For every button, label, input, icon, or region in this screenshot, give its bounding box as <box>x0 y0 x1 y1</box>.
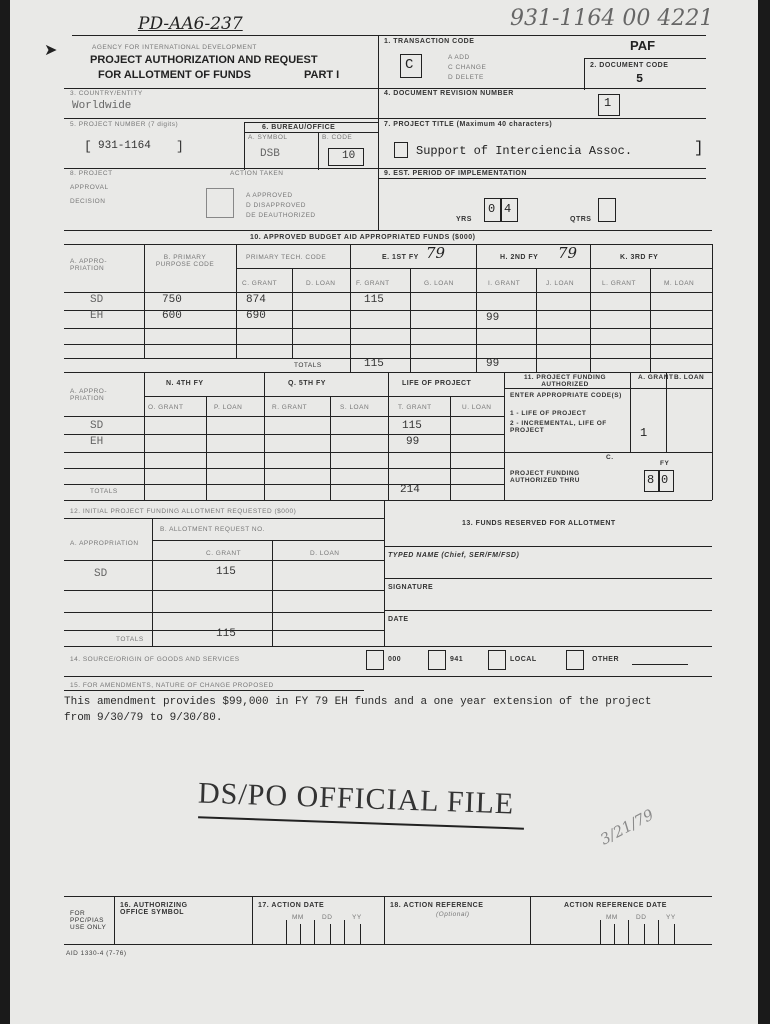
rule <box>152 540 384 541</box>
transaction-option-change: C CHANGE <box>448 64 487 71</box>
rule <box>350 244 351 372</box>
country-label: 3. COUNTRY/ENTITY <box>70 90 143 97</box>
rule <box>450 396 451 500</box>
rule <box>64 944 712 945</box>
budget-row1-approp: SD <box>90 294 104 306</box>
budget-col-approp: A. APPRO-PRIATION <box>70 258 108 272</box>
reserved-label: 13. FUNDS RESERVED FOR ALLOTMENT <box>462 520 616 527</box>
bureau-code-value: 10 <box>342 150 356 162</box>
arrow-icon: ➤ <box>44 42 58 59</box>
form-title: PROJECT AUTHORIZATION AND REQUEST <box>90 54 318 66</box>
bracket-left-icon: [ <box>84 139 92 154</box>
form-subtitle: FOR ALLOTMENT OF FUNDS <box>98 69 251 81</box>
budget2-fy5: Q. 5TH FY <box>288 380 326 387</box>
authorized-thru-label: PROJECT FUNDING AUTHORIZED THRU <box>510 470 580 484</box>
transaction-option-delete: D DELETE <box>448 74 484 81</box>
rule <box>114 896 115 944</box>
footer-for-label: FOR PPC/PIAS USE ONLY <box>70 910 107 931</box>
rule <box>600 920 601 944</box>
rule <box>236 244 237 358</box>
approval-option-approved: A APPROVED <box>246 192 293 199</box>
rule <box>650 268 651 372</box>
implementation-qtrs-box[interactable] <box>598 198 616 222</box>
amendments-line1: This amendment provides $99,000 in FY 79 EH funds and a one year extension of the project <box>64 696 652 708</box>
rule <box>64 646 712 647</box>
footer-mm: MM <box>292 914 304 921</box>
authorized-loan-label: B. LOAN <box>674 374 705 381</box>
implementation-yrs-digit-1: 0 <box>488 202 496 216</box>
allotment-totals-grant: 115 <box>216 628 236 640</box>
budget2-sub-1: P. LOAN <box>214 404 243 411</box>
rule <box>64 358 712 359</box>
bureau-symbol-label: A. SYMBOL <box>248 134 288 141</box>
budget2-sub-4: T. GRANT <box>398 404 432 411</box>
rule <box>64 612 384 613</box>
revision-value: 1 <box>604 96 612 110</box>
budget-row1-fy1-grant: 115 <box>364 294 384 306</box>
project-title-value[interactable]: Support of Interciencia Assoc. <box>416 144 633 158</box>
rule <box>64 168 706 169</box>
rule <box>64 676 712 677</box>
rule <box>64 590 384 591</box>
allotment-row-grant: 115 <box>216 566 236 578</box>
budget-sub-grant3: L. GRANT <box>602 280 636 287</box>
rule <box>236 268 712 269</box>
rule <box>64 292 712 293</box>
bureau-label: 6. BUREAU/OFFICE <box>262 124 336 131</box>
budget2-row2-approp: EH <box>90 436 104 448</box>
rule <box>64 484 504 485</box>
footer-ref-label: 18. ACTION REFERENCE <box>390 902 484 909</box>
rule <box>330 924 331 944</box>
source-option-local: LOCAL <box>510 656 537 663</box>
rule <box>64 690 364 691</box>
action-taken-box[interactable] <box>206 188 234 218</box>
document-page <box>10 0 758 1024</box>
authorized-grant-value: 1 <box>640 426 648 440</box>
budget-sub-grant2: I. GRANT <box>488 280 521 287</box>
handwritten-date-note: 3/21/79 <box>597 805 657 849</box>
budget2-col-approp: A. APPRO-PRIATION <box>70 388 108 402</box>
rule <box>330 396 331 500</box>
source-checkbox-local[interactable] <box>488 650 506 670</box>
source-option-000: 000 <box>388 656 402 663</box>
project-number-value: 931-1164 <box>98 140 151 152</box>
budget-row2-purpose: 600 <box>162 310 182 322</box>
budget-sub-loan2: J. LOAN <box>546 280 575 287</box>
footer-ref-date-label: ACTION REFERENCE DATE <box>564 902 667 909</box>
budget-fy1-hand: 79 <box>426 244 446 262</box>
authorized-code1: 1 - LIFE OF PROJECT <box>510 410 587 417</box>
budget2-fy4: N. 4TH FY <box>166 380 204 387</box>
rule <box>614 924 615 944</box>
amendments-line2: from 9/30/79 to 9/30/80. <box>64 712 223 724</box>
reserved-date: DATE <box>388 616 409 623</box>
rule <box>64 118 706 119</box>
reserved-signature: SIGNATURE <box>388 584 434 591</box>
authorized-thru-digit-2: 0 <box>661 473 669 487</box>
rule <box>144 244 145 358</box>
footer-dd: DD <box>322 914 333 921</box>
budget2-life: LIFE OF PROJECT <box>402 380 472 387</box>
rule <box>64 244 712 245</box>
implementation-yrs-label: YRS <box>456 216 472 223</box>
budget-fy3: K. 3RD FY <box>620 254 659 261</box>
source-checkbox-000[interactable] <box>366 650 384 670</box>
budget-totals-label: TOTALS <box>294 362 322 369</box>
source-option-941: 941 <box>450 656 464 663</box>
rule <box>360 924 361 944</box>
budget-col-grant: C. GRANT <box>242 280 278 287</box>
rule <box>384 500 385 646</box>
rule <box>72 35 706 36</box>
rule <box>64 344 712 345</box>
rule <box>64 230 712 231</box>
implementation-qtrs-label: QTRS <box>570 216 592 223</box>
budget-fy2-hand: 79 <box>558 244 578 262</box>
rule <box>630 372 631 452</box>
project-title-left-bracket <box>394 142 408 158</box>
allotment-grant-label: C. GRANT <box>206 550 242 557</box>
amendments-label: 15. FOR AMENDMENTS, NATURE OF CHANGE PROPOSED <box>70 682 274 689</box>
budget-sub-grant: F. GRANT <box>356 280 390 287</box>
agency-name: AGENCY FOR INTERNATIONAL DEVELOPMENT <box>92 44 257 51</box>
authorized-c-label: C. <box>606 454 614 461</box>
transaction-option-add: A ADD <box>448 54 470 61</box>
rule <box>504 452 712 453</box>
project-number-label: 5. PROJECT NUMBER (7 digits) <box>70 121 179 128</box>
approval-label-2: APPROVAL <box>70 184 109 191</box>
budget2-sub-3: S. LOAN <box>340 404 370 411</box>
budget-totals-fy2: 99 <box>486 358 500 370</box>
budget-row2-approp: EH <box>90 310 104 322</box>
budget-col-loan: D. LOAN <box>306 280 336 287</box>
transaction-code-value: C <box>405 57 414 73</box>
approval-option-disapproved: D DISAPPROVED <box>246 202 306 209</box>
rule <box>292 268 293 358</box>
rule <box>378 35 379 90</box>
rule <box>64 416 504 417</box>
rule <box>206 396 207 500</box>
rule <box>344 920 345 944</box>
budget-col-tech: PRIMARY TECH. CODE <box>246 254 327 261</box>
rule <box>252 896 253 944</box>
budget2-row1-life-grant: 115 <box>402 420 422 432</box>
source-option-other: OTHER <box>592 656 619 663</box>
authorized-enter-code: ENTER APPROPRIATE CODE(S) <box>510 392 622 399</box>
rule <box>388 372 389 500</box>
budget-row1-purpose: 750 <box>162 294 182 306</box>
footer-ref-yy: YY <box>666 914 676 921</box>
rule <box>504 388 712 389</box>
budget2-sub-5: U. LOAN <box>462 404 492 411</box>
document-code-value: 5 <box>636 72 644 86</box>
rule <box>286 920 287 944</box>
rule <box>244 132 378 133</box>
budget2-row1-approp: SD <box>90 420 104 432</box>
rule <box>476 244 477 372</box>
rule <box>64 560 384 561</box>
budget-col-purpose: B. PRIMARY PURPOSE CODE <box>155 254 215 268</box>
footer-action-date-label: 17. ACTION DATE <box>258 902 325 909</box>
budget-row1-tech: 874 <box>246 294 266 306</box>
source-label: 14. SOURCE/ORIGIN OF GOODS AND SERVICES <box>70 656 240 663</box>
rule <box>644 924 645 944</box>
rule <box>64 88 706 89</box>
authorized-code2: 2 - INCREMENTAL, LIFE OF PROJECT <box>510 420 607 434</box>
allotment-totals-label: TOTALS <box>116 636 144 643</box>
allotment-request-label: B. ALLOTMENT REQUEST NO. <box>160 526 265 533</box>
budget-sub-loan3: M. LOAN <box>664 280 695 287</box>
budget2-sub-0: O. GRANT <box>148 404 184 411</box>
action-taken-label: ACTION TAKEN <box>230 170 284 177</box>
authorized-fy-label: FY <box>660 460 670 467</box>
rule <box>712 244 713 500</box>
rule <box>384 546 712 547</box>
bureau-code-label: B. CODE <box>322 134 353 141</box>
form-code: PAF <box>630 38 656 53</box>
footer-ref-mm: MM <box>606 914 618 921</box>
rule <box>144 372 145 500</box>
rule <box>584 58 585 90</box>
footer-form-number: AID 1330-4 (7-76) <box>66 950 127 957</box>
rule <box>536 268 537 372</box>
handwritten-project-ref: 931-1164 00 4221 <box>510 6 714 31</box>
implementation-label: 9. EST. PERIOD OF IMPLEMENTATION <box>384 170 527 177</box>
rule <box>64 434 504 435</box>
source-checkbox-941[interactable] <box>428 650 446 670</box>
reserved-typed-name: TYPED NAME (Chief, SER/FM/FSD) <box>388 552 520 559</box>
form-part: PART I <box>304 69 340 81</box>
budget-sub-loan: G. LOAN <box>424 280 454 287</box>
bureau-symbol-value: DSB <box>260 148 280 160</box>
authorized-label: 11. PROJECT FUNDING AUTHORIZED <box>523 374 607 388</box>
country-value: Worldwide <box>72 100 132 112</box>
budget2-totals-label: TOTALS <box>90 488 118 495</box>
approval-label-1: 8. PROJECT <box>70 170 113 177</box>
official-file-stamp: DS/PO OFFICIAL FILE <box>197 776 515 821</box>
budget-fy1: E. 1ST FY <box>382 254 419 261</box>
rule <box>64 896 712 897</box>
rule <box>300 924 301 944</box>
footer-office-label: 16. AUTHORIZING OFFICE SYMBOL <box>120 902 188 916</box>
rule <box>632 664 688 665</box>
budget-row2-fy2-grant: 99 <box>486 312 500 324</box>
approval-option-deauthorized: DE DEAUTHORIZED <box>246 212 316 219</box>
document-code-label: 2. DOCUMENT CODE <box>590 62 669 69</box>
rule <box>504 500 712 501</box>
allotment-row-approp: SD <box>94 568 108 580</box>
rule <box>590 244 591 372</box>
rule <box>530 896 531 944</box>
rule <box>666 372 667 452</box>
rule <box>264 372 265 500</box>
rule <box>244 122 245 170</box>
rule <box>64 328 712 329</box>
budget-title: 10. APPROVED BUDGET AID APPROPRIATED FUNDS ($000) <box>250 234 476 241</box>
rule <box>314 920 315 944</box>
rule <box>410 268 411 372</box>
rule <box>378 178 706 179</box>
rule <box>384 578 712 579</box>
rule <box>658 920 659 944</box>
allotment-loan-label: D. LOAN <box>310 550 340 557</box>
bracket-right-icon: ] <box>176 139 184 154</box>
revision-label: 4. DOCUMENT REVISION NUMBER <box>384 90 514 97</box>
budget2-row2-life-grant: 99 <box>406 436 420 448</box>
bracket-right-icon: ] <box>694 139 704 157</box>
source-checkbox-other[interactable] <box>566 650 584 670</box>
rule <box>584 58 706 59</box>
footer-ref-dd: DD <box>636 914 647 921</box>
rule <box>152 518 153 646</box>
budget2-totals-life: 214 <box>400 484 420 496</box>
rule <box>64 468 504 469</box>
approval-label-3: DECISION <box>70 198 106 205</box>
rule <box>504 372 505 500</box>
rule <box>272 540 273 646</box>
rule <box>384 896 385 944</box>
budget2-sub-2: R. GRANT <box>272 404 308 411</box>
rule <box>674 924 675 944</box>
budget-fy2: H. 2ND FY <box>500 254 539 261</box>
rule <box>64 452 504 453</box>
allotment-title: 12. INITIAL PROJECT FUNDING ALLOTMENT REQUESTED ($000) <box>70 508 297 515</box>
rule <box>64 518 384 519</box>
budget-row2-tech: 690 <box>246 310 266 322</box>
rule <box>628 920 629 944</box>
rule <box>378 88 379 230</box>
implementation-yrs-digit-2: 4 <box>504 202 512 216</box>
budget-totals-fy1: 115 <box>364 358 384 370</box>
handwritten-doc-id: PD-AA6-237 <box>138 14 243 34</box>
rule <box>318 132 319 170</box>
allotment-approp-label: A. APPROPRIATION <box>70 540 139 547</box>
rule <box>244 122 378 123</box>
rule <box>64 500 504 501</box>
authorized-thru-digit-1: 8 <box>647 473 655 487</box>
project-title-label: 7. PROJECT TITLE (Maximum 40 characters) <box>384 121 553 128</box>
footer-ref-optional: (Optional) <box>436 911 470 918</box>
transaction-code-label: 1. TRANSACTION CODE <box>384 38 475 45</box>
authorized-grant-label: A. GRANT <box>638 374 674 381</box>
rule <box>384 610 712 611</box>
footer-yy: YY <box>352 914 362 921</box>
